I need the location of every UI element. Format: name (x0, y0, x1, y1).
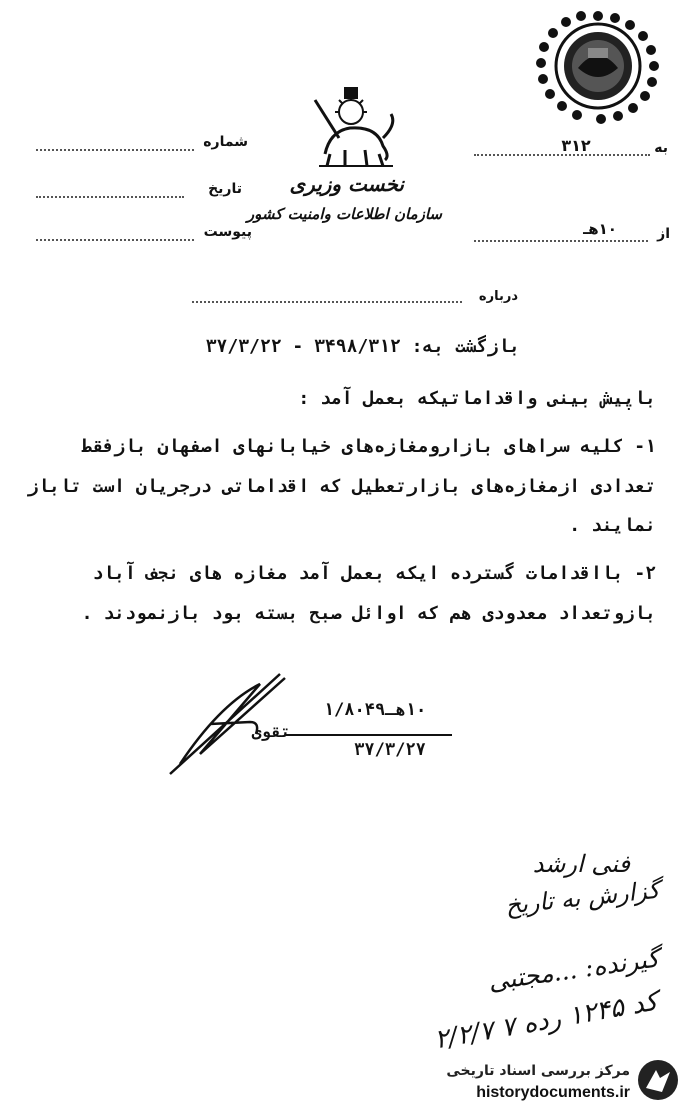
tarikh-label: تاریخ (208, 181, 242, 197)
signature-name: تقوی (251, 722, 291, 741)
signature-code: ۱۰هـ۱/۸۰۴۹ (323, 700, 427, 720)
peyvast-field (36, 239, 194, 241)
tarikh-field (36, 196, 184, 198)
page-title: نخست وزیری (289, 172, 404, 196)
az-label: از (657, 226, 670, 242)
lion-sun-icon (305, 86, 400, 168)
watermark-site: historydocuments.ir (476, 1084, 630, 1101)
page-subtitle: سازمان اطلاعات وامنیت کشور (246, 205, 442, 223)
az-field (474, 240, 648, 242)
seal-stamp (533, 8, 663, 130)
subject-field (192, 301, 462, 303)
signature-date: ۳۷/۳/۲۷ (354, 740, 426, 760)
lion-and-sun-emblem (305, 86, 400, 168)
body-item1-line2: تعدادی ازمغازه‌های بازارتعطیل که اقداماتی درجریان است تاباز (27, 476, 656, 497)
annotation-line2: گزارش به تاریخ (504, 875, 661, 920)
reference-line: بازگشت به: ۳۴۹۸/۳۱۲ - ۳۷/۳/۲۲ (205, 336, 520, 357)
seal-icon (533, 8, 663, 130)
be-label: به (654, 140, 668, 156)
annotation-line3: گیرنده: ...مجتبی (486, 943, 661, 997)
body-intro: باپیش بینی واقداماتیکه بعمل آمد : (298, 388, 656, 409)
body-item2-line1: ۲- بااقدامات گسترده ایکه بعمل آمد مغازه های نجف آباد (92, 563, 656, 584)
signature-divider (286, 734, 452, 736)
shomare-label: شماره (203, 134, 248, 150)
watermark-center: مرکز بررسی اسناد تاریخی (446, 1063, 630, 1079)
subject-label: درباره (478, 289, 518, 304)
annotation-line1: فنی ارشد (532, 850, 630, 878)
az-value: ۱۰هـ (583, 220, 617, 238)
peyvast-label: پیوست (203, 224, 252, 240)
body-item2-line2: بازوتعداد معدودی هم که اوائل صبح بسته بود بازنمودند . (81, 603, 656, 624)
shomare-field (36, 149, 194, 151)
body-item1-line3: نمایند . (569, 515, 656, 536)
annotation-line4: کد ۱۲۴۵ رده ۷ ۲/۲/۷ (432, 986, 661, 1056)
be-value: ۳۱۲ (561, 136, 591, 155)
archive-logo-icon (636, 1058, 680, 1102)
body-item1-line1: ۱- کلیه سراهای بازارومغازه‌های خیابانهای اصفهان بازفقط (81, 436, 656, 457)
watermark-logo (636, 1058, 680, 1102)
